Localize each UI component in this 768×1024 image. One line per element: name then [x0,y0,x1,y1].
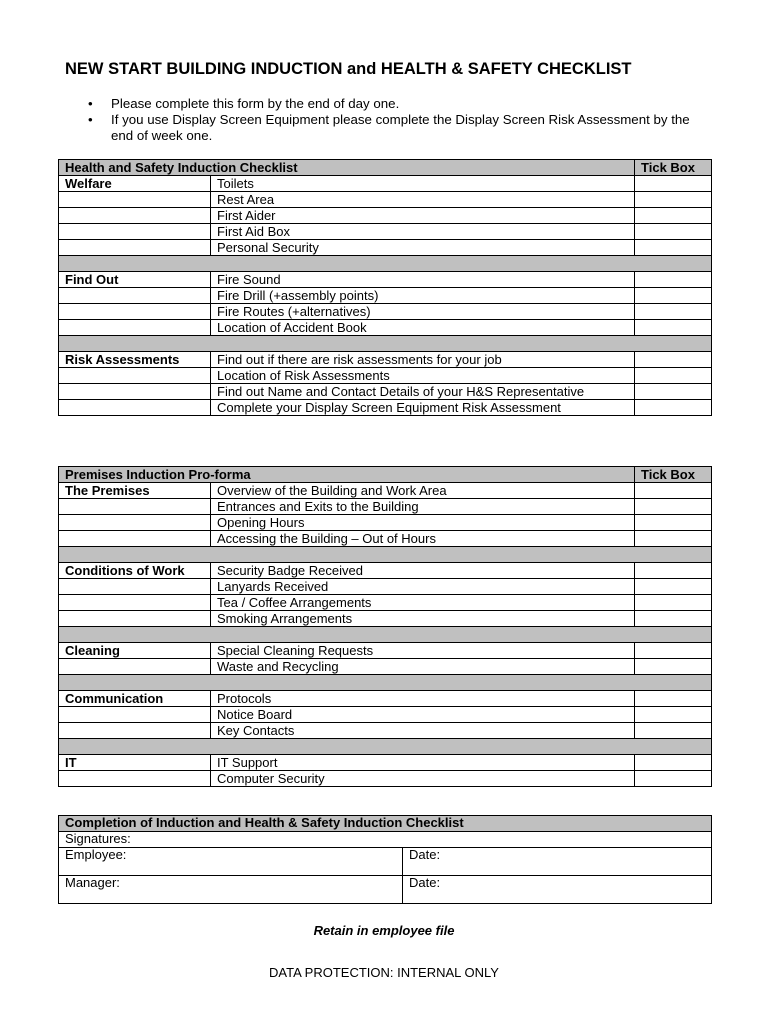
separator-row [59,256,712,272]
table-header-row [59,816,712,832]
checklist-item: Tea / Coffee Arrangements [211,595,635,611]
checklist-item: Location of Accident Book [211,320,635,336]
checklist-item: Notice Board [211,707,635,723]
checklist-row [59,707,712,723]
tick-box[interactable] [635,579,712,595]
checklist-row [59,192,712,208]
category-cell [59,240,211,256]
tick-box[interactable] [635,515,712,531]
checklist-row [59,352,712,368]
checklist-row [59,272,712,288]
tick-box[interactable] [635,208,712,224]
checklist-row [59,611,712,627]
tick-box[interactable] [635,531,712,547]
checklist-row [59,320,712,336]
tick-box[interactable] [635,352,712,368]
completion-table [58,815,712,904]
checklist-item: Rest Area [211,192,635,208]
separator-cell [59,627,712,643]
health-safety-checklist-table [58,159,712,416]
manager-date-field[interactable]: Date: [403,876,712,904]
checklist-item: Find out if there are risk assessments for your job [211,352,635,368]
checklist-row [59,755,712,771]
separator-cell [59,675,712,691]
checklist-row [59,579,712,595]
category-cell [59,304,211,320]
separator-row [59,739,712,755]
table-header-row [59,467,712,483]
manager-signature-field[interactable]: Manager: [59,876,403,904]
tick-box[interactable] [635,723,712,739]
tick-box[interactable] [635,691,712,707]
checklist-item: Opening Hours [211,515,635,531]
separator-row [59,547,712,563]
premises-induction-table [58,466,712,787]
category-cell: IT [59,755,211,771]
tick-box[interactable] [635,595,712,611]
checklist-item: Location of Risk Assessments [211,368,635,384]
category-cell: The Premises [59,483,211,499]
tick-box[interactable] [635,288,712,304]
checklist-row [59,723,712,739]
tick-box-header: Tick Box [635,467,712,483]
checklist-item: Special Cleaning Requests [211,643,635,659]
tick-box[interactable] [635,224,712,240]
category-cell [59,384,211,400]
checklist-item: First Aider [211,208,635,224]
separator-cell [59,256,712,272]
category-cell: Communication [59,691,211,707]
instruction-item: • Please complete this form by the end of day one. [86,96,706,112]
separator-cell [59,336,712,352]
checklist-row [59,368,712,384]
instructions-list [86,96,706,144]
checklist-item: Accessing the Building – Out of Hours [211,531,635,547]
checklist-row [59,499,712,515]
checklist-row [59,771,712,787]
tick-box[interactable] [635,176,712,192]
tick-box-header: Tick Box [635,160,712,176]
checklist-row [59,531,712,547]
tick-box[interactable] [635,240,712,256]
checklist-row [59,483,712,499]
retain-note: Retain in employee file [313,923,455,938]
checklist-item: Protocols [211,691,635,707]
category-cell [59,192,211,208]
tick-box[interactable] [635,499,712,515]
instruction-item: • If you use Display Screen Equipment please complete the Display Screen Risk Assessment by the end of week one. [86,112,706,144]
separator-row [59,627,712,643]
separator-cell [59,547,712,563]
category-cell [59,499,211,515]
checklist-item: Waste and Recycling [211,659,635,675]
data-protection-footer: DATA PROTECTION: INTERNAL ONLY [269,965,499,980]
tick-box[interactable] [635,400,712,416]
checklist-row [59,224,712,240]
category-cell [59,515,211,531]
category-cell: Risk Assessments [59,352,211,368]
tick-box[interactable] [635,384,712,400]
signatures-row [59,832,712,848]
category-cell [59,723,211,739]
checklist-row [59,176,712,192]
checklist-item: Fire Drill (+assembly points) [211,288,635,304]
category-cell [59,224,211,240]
employee-signature-row [59,848,712,876]
checklist-row [59,563,712,579]
checklist-row [59,659,712,675]
category-cell: Find Out [59,272,211,288]
category-cell [59,368,211,384]
checklist-row [59,400,712,416]
checklist-item: Fire Routes (+alternatives) [211,304,635,320]
checklist-row [59,643,712,659]
category-cell [59,707,211,723]
tick-box[interactable] [635,320,712,336]
checklist-item: Key Contacts [211,723,635,739]
checklist-row [59,595,712,611]
category-cell [59,531,211,547]
checklist-item: Toilets [211,176,635,192]
separator-row [59,675,712,691]
tick-box[interactable] [635,563,712,579]
category-cell [59,320,211,336]
employee-date-field[interactable]: Date: [403,848,712,876]
checklist-row [59,240,712,256]
category-cell [59,288,211,304]
signatures-label: Signatures: [59,832,712,848]
tick-box[interactable] [635,659,712,675]
checklist-item: Computer Security [211,771,635,787]
category-cell [59,611,211,627]
manager-signature-row [59,876,712,904]
category-cell: Conditions of Work [59,563,211,579]
completion-header: Completion of Induction and Health & Safety Induction Checklist [59,816,712,832]
checklist-row [59,288,712,304]
checklist-row [59,515,712,531]
tick-box[interactable] [635,755,712,771]
category-cell: Cleaning [59,643,211,659]
category-cell [59,208,211,224]
category-cell [59,400,211,416]
checklist-item: Lanyards Received [211,579,635,595]
checklist-item: Fire Sound [211,272,635,288]
checklist-item: Security Badge Received [211,563,635,579]
checklist-row [59,208,712,224]
checklist-item: Find out Name and Contact Details of your H&S Representative [211,384,635,400]
tick-box[interactable] [635,611,712,627]
category-cell [59,579,211,595]
page-title: NEW START BUILDING INDUCTION and HEALTH & SAFETY CHECKLIST [65,60,632,78]
checklist-row [59,691,712,707]
checklist-item: Complete your Display Screen Equipment Risk Assessment [211,400,635,416]
category-cell [59,659,211,675]
separator-cell [59,739,712,755]
separator-row [59,336,712,352]
checklist-item: Personal Security [211,240,635,256]
tick-box[interactable] [635,643,712,659]
employee-signature-field[interactable]: Employee: [59,848,403,876]
tick-box[interactable] [635,192,712,208]
checklist-item: Overview of the Building and Work Area [211,483,635,499]
category-cell [59,771,211,787]
checklist-row [59,384,712,400]
tick-box[interactable] [635,483,712,499]
table-header-title: Premises Induction Pro-forma [59,467,635,483]
tick-box[interactable] [635,707,712,723]
checklist-item: Entrances and Exits to the Building [211,499,635,515]
checklist-item: IT Support [211,755,635,771]
checklist-item: Smoking Arrangements [211,611,635,627]
table-header-row [59,160,712,176]
table-header-title: Health and Safety Induction Checklist [59,160,635,176]
category-cell: Welfare [59,176,211,192]
checklist-item: First Aid Box [211,224,635,240]
checklist-row [59,304,712,320]
category-cell [59,595,211,611]
tick-box[interactable] [635,272,712,288]
tick-box[interactable] [635,304,712,320]
tick-box[interactable] [635,771,712,787]
tick-box[interactable] [635,368,712,384]
